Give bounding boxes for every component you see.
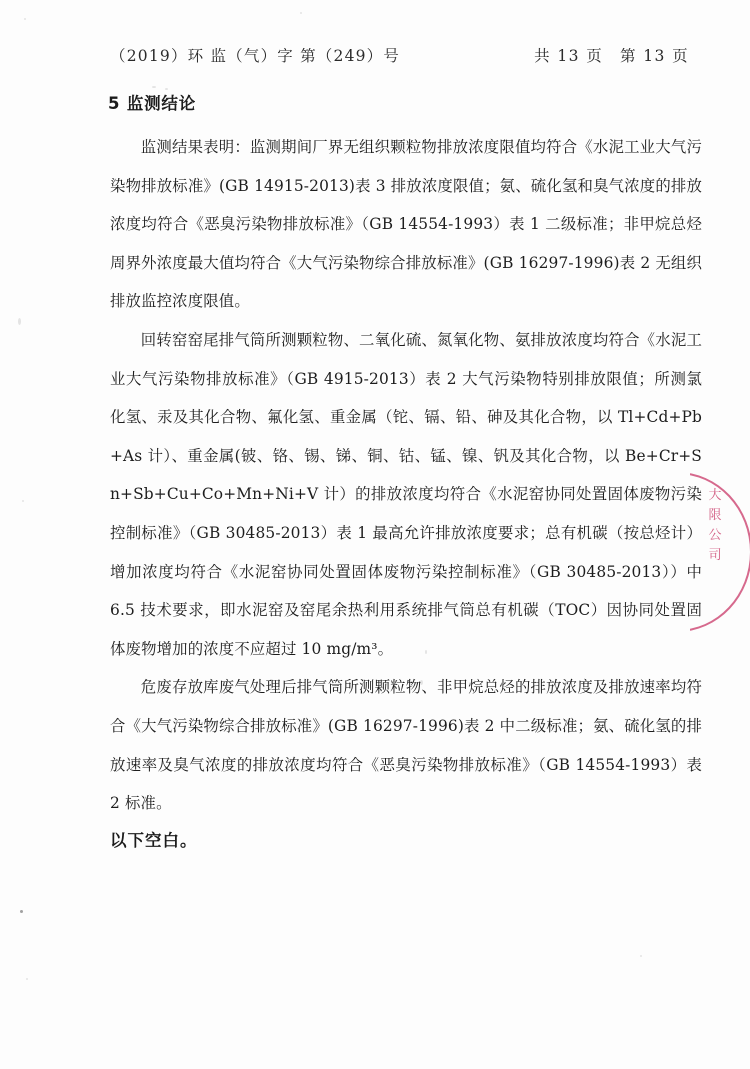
section-heading: 5 监测结论 [108, 94, 197, 113]
scan-speck [300, 12, 302, 14]
document-header [110, 44, 695, 66]
document-reference-number: （2019）环 监（气）字 第（249）号 [110, 47, 401, 65]
paragraph: 回转窑窑尾排气筒所测颗粒物、二氧化硫、氮氧化物、氨排放浓度均符合《水泥工业大气污染物排放标准》（GB 4915-2013）表 2 大气污染物特别排放限值；所测氯化氢、汞及其化合物、氟化氢、重金属（铊、镉、铅、砷及其化合物，以 Tl+Cd+Pb+As 计）、重金属(铍、铬、锡、锑、铜、钴、锰、镍、钒及其化合物，以 Be+Cr+Sn+Sb+Cu+Co+Mn+Ni+V 计）的排放浓度均符合《水泥窑协同处置固体废物污染控制标准》（GB 30485-2013）表 1 最高允许排放浓度要求；总有机碳（按总烃计）增加浓度均符合《水泥窑协同处置固体废物污染控制标准》（GB 30485-2013））中 6.5 技术要求，即水泥窑及窑尾余热利用系统排气筒总有机碳（TOC）因协同处置固体废物增加的浓度不应超过 10 mg/m³。 [110, 330, 702, 658]
scan-speck [24, 18, 26, 20]
paragraph: 危废存放库废气处理后排气筒所测颗粒物、非甲烷总烃的排放浓度及排放速率均符合《大气污染物综合排放标准》(GB 16297-1996)表 2 中二级标准；氨、硫化氢的排放速率及臭气浓度的排放浓度均符合《恶臭污染物排放标准》（GB 14554-1993）表 2 标准。 [110, 678, 702, 813]
scan-speck [22, 500, 24, 502]
seal-char: 大 [708, 488, 722, 503]
page-number-indicator: 共 13 页 第 13 页 [534, 47, 689, 65]
scan-speck [18, 318, 21, 325]
scan-speck [20, 910, 23, 913]
scan-speck [640, 955, 642, 957]
scan-speck [26, 978, 28, 980]
document-body [110, 128, 702, 823]
seal-char: 司 [708, 548, 722, 564]
seal-char: 公 [708, 528, 722, 544]
scan-speck [152, 86, 156, 88]
paragraph: 监测结果表明：监测期间厂界无组织颗粒物排放浓度限值均符合《水泥工业大气污染物排放标准》(GB 14915-2013)表 3 排放浓度限值；氨、硫化氢和臭气浓度的排放浓度均符合《恶臭污染物排放标准》（GB 14554-1993）表 1 二级标准；非甲烷总烃周界外浓度最大值均符合《大气污染物综合排放标准》(GB 16297-1996)表 2 无组织排放监控浓度限值。 [110, 138, 702, 311]
closing-note: 以下空白。 [110, 831, 198, 850]
seal-char: 限 [708, 508, 722, 524]
